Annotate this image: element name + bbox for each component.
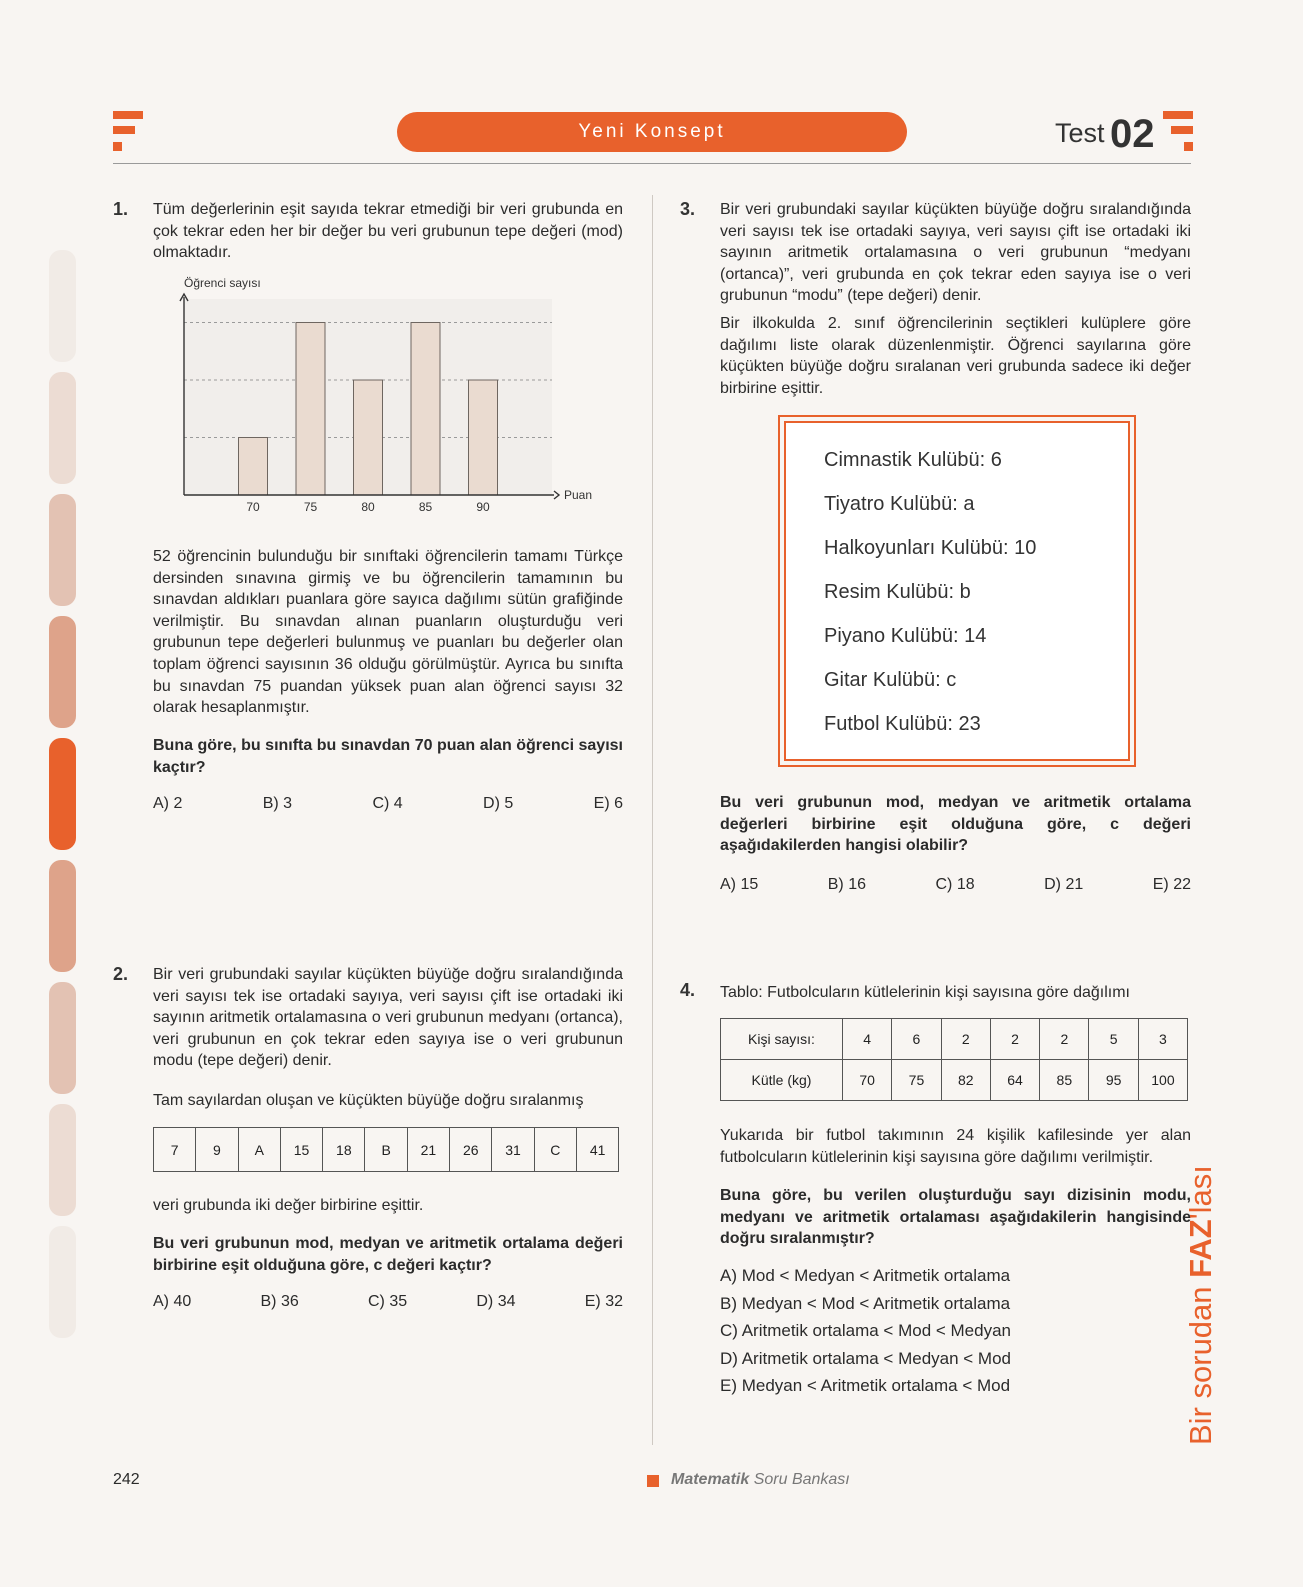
option-a[interactable]: A) Mod < Medyan < Aritmetik ortalama xyxy=(720,1266,1011,1285)
table-cell: 100 xyxy=(1138,1060,1187,1101)
choice-c[interactable]: C) 35 xyxy=(368,1293,408,1310)
choice-d[interactable]: D) 5 xyxy=(483,795,514,812)
choice-e[interactable]: E) 6 xyxy=(593,795,623,812)
choice-a[interactable]: A) 40 xyxy=(153,1293,192,1310)
q2-intro: Bir veri grubundaki sayılar küçükten büyüğe doğru sıralandığında veri sayısı tek ise ortadaki sayıya, veri sayısı çift ise ortadaki iki sayının aritmetik ortalamasına o veri grubunun medyanı (ortanca), veri grubunun en çok tekrar eden sayıya ise o veri grubunun modu (tepe değeri) denir. xyxy=(153,966,623,1070)
table-cell: 3 xyxy=(1138,1019,1187,1060)
table-cell: 2 xyxy=(1040,1019,1089,1060)
side-tab-active xyxy=(49,738,76,850)
q2-question: Bu veri grubunun mod, medyan ve aritmetik ortalama değeri birbirine eşit olduğuna göre, c değeri kaçtır? xyxy=(153,1235,623,1274)
q1-body: 52 öğrencinin bulunduğu bir sınıftaki öğrencilerin tamamı Türkçe dersinden sınavına girmiş ve bu öğrencilerin tamamının bu sınavdan aldıkları puanlara göre sayıca dağılımı sütün grafiğinde verilmiştir. Bu sınavdan alınan puanların oluşturduğu veri grubunun tepe değerleri bulunmuş ve puanları bu değerler olan toplam öğrenci sayısının 36 olduğu görülmüştür. Ayrıca bu sınıfta bu sınavdan 75 puandan yüksek puan alan öğrenci sayısı 32 olarak hesaplanmıştır. xyxy=(153,548,623,717)
side-tab xyxy=(49,250,76,362)
footer-square-icon xyxy=(647,1475,659,1487)
q1-bar-chart xyxy=(150,275,620,525)
sequence-cell: 21 xyxy=(407,1128,449,1172)
choice-b[interactable]: B) 36 xyxy=(260,1293,299,1310)
q1-choices xyxy=(153,795,623,813)
x-tick-label: 85 xyxy=(418,500,433,514)
y-axis-label: Öğrenci sayısı xyxy=(184,276,261,290)
sequence-cell: 31 xyxy=(492,1128,534,1172)
row-header: Kişi sayısı: xyxy=(721,1019,843,1060)
side-tab xyxy=(49,1104,76,1216)
side-tab xyxy=(49,616,76,728)
club-item: Gitar Kulübü: c xyxy=(824,669,957,691)
option-e[interactable]: E) Medyan < Aritmetik ortalama < Mod xyxy=(720,1376,1011,1395)
q4-options xyxy=(720,1262,1191,1400)
x-tick-label: 75 xyxy=(303,500,318,514)
side-tab xyxy=(49,372,76,484)
side-slogan: Bir sorudan FAZ'lası xyxy=(1183,1165,1218,1445)
book-title: Matematik Soru Bankası xyxy=(671,1471,850,1488)
x-axis-label: Puan xyxy=(564,488,593,502)
chart-bar xyxy=(296,323,325,496)
club-item: Tiyatro Kulübü: a xyxy=(824,493,975,515)
x-axis-arrow xyxy=(554,491,559,499)
chart-bar xyxy=(354,380,383,495)
choice-e[interactable]: E) 32 xyxy=(584,1293,623,1310)
side-tab xyxy=(49,494,76,606)
q4-mass-table xyxy=(720,1018,1188,1101)
q3-question: Bu veri grubunun mod, medyan ve aritmetik ortalama değerleri birbirine eşit olduğuna göre, c değeri aşağıdakilerden hangisi olabilir? xyxy=(720,794,1191,855)
sequence-cell: 18 xyxy=(323,1128,365,1172)
question-number: 2. xyxy=(113,964,129,984)
table-cell: 6 xyxy=(892,1019,941,1060)
publisher-logo-right xyxy=(1163,111,1193,153)
section-title-pill: Yeni Konsept xyxy=(397,112,907,152)
column-divider xyxy=(652,195,653,1445)
choice-a[interactable]: A) 15 xyxy=(720,876,759,893)
x-tick-label: 80 xyxy=(361,500,375,514)
side-tab xyxy=(49,1226,76,1338)
sequence-cell: 9 xyxy=(196,1128,238,1172)
side-tab xyxy=(49,982,76,1094)
question-number: 4. xyxy=(680,980,696,1000)
test-label: Test xyxy=(1055,118,1105,148)
club-item: Resim Kulübü: b xyxy=(824,581,971,603)
sequence-cell: 15 xyxy=(280,1128,322,1172)
q4-caption: Tablo: Futbolcuların kütlelerinin kişi sayısına göre dağılımı xyxy=(720,984,1130,1001)
test-number: 02 xyxy=(1110,112,1155,156)
club-item: Cimnastik Kulübü: 6 xyxy=(824,449,1002,471)
x-tick-label: 70 xyxy=(246,500,260,514)
table-cell: 64 xyxy=(990,1060,1039,1101)
q1-intro: Tüm değerlerinin eşit sayıda tekrar etmediği bir veri grubunda en çok tekrar eden her bir değer bu veri grubunun tepe değeri (mod) olmaktadır. xyxy=(153,201,623,262)
side-tab xyxy=(49,860,76,972)
sequence-cell: 7 xyxy=(154,1128,196,1172)
club-item: Piyano Kulübü: 14 xyxy=(824,625,987,647)
sequence-cell: 26 xyxy=(450,1128,492,1172)
club-list xyxy=(784,421,1130,761)
sequence-cell: 41 xyxy=(576,1128,618,1172)
choice-c[interactable]: C) 4 xyxy=(372,795,403,812)
choice-d[interactable]: D) 21 xyxy=(1044,876,1084,893)
chart-bar xyxy=(239,438,268,496)
q3-intro: Bir veri grubundaki sayılar küçükten büyüğe doğru sıralandığında veri sayısı tek ise ortadaki sayıya, veri sayısı çift ise ortadaki iki sayının aritmetik ortalamasına o veri grubunun “medyanı (ortanca)”, veri grubunda en çok tekrar eden sayıya ise o veri grubunun “modu” (tepe değeri) denir. xyxy=(720,201,1191,305)
table-cell: 2 xyxy=(990,1019,1039,1060)
question-number: 1. xyxy=(113,199,129,219)
question-number: 3. xyxy=(680,199,696,219)
table-cell: 70 xyxy=(843,1060,892,1101)
option-d[interactable]: D) Aritmetik ortalama < Medyan < Mod xyxy=(720,1348,1012,1368)
choice-b[interactable]: B) 3 xyxy=(262,795,293,812)
q3-choices xyxy=(720,876,1191,894)
table-cell: 85 xyxy=(1040,1060,1089,1101)
choice-e[interactable]: E) 22 xyxy=(1152,876,1191,893)
q4-question: Buna göre, bu verilen oluşturduğu sayı dizisinin modu, medyanı ve aritmetik ortalaması aşağıdakilerin hangisinde doğru sıralanmıştır? xyxy=(720,1187,1191,1248)
header-rule xyxy=(113,163,1191,164)
sequence-cell: B xyxy=(365,1128,407,1172)
choice-a[interactable]: A) 2 xyxy=(153,795,183,812)
q2-sequence-table xyxy=(153,1127,619,1172)
x-tick-label: 90 xyxy=(476,500,490,514)
chart-bar xyxy=(469,380,498,495)
table-cell: 2 xyxy=(941,1019,990,1060)
sequence-cell: C xyxy=(534,1128,576,1172)
table-cell: 82 xyxy=(941,1060,990,1101)
publisher-logo xyxy=(113,111,143,153)
club-item: Futbol Kulübü: 23 xyxy=(824,713,981,735)
option-b[interactable]: B) Medyan < Mod < Aritmetik ortalama xyxy=(720,1293,1011,1313)
table-cell: 75 xyxy=(892,1060,941,1101)
choice-d[interactable]: D) 34 xyxy=(476,1293,516,1310)
row-header: Kütle (kg) xyxy=(721,1060,843,1101)
club-list-box xyxy=(778,415,1136,767)
choice-c[interactable]: C) 18 xyxy=(935,876,975,893)
option-c[interactable]: C) Aritmetik ortalama < Mod < Medyan xyxy=(720,1321,1012,1340)
q3-body: Bir ilkokulda 2. sınıf öğrencilerinin seçtikleri kulüplere göre dağılımı liste olarak düzenlenmiştir. Öğrenci sayılarına göre küçükten büyüğe doğru sıralanan veri grubunda sadece iki değer birbirine eşittir. xyxy=(720,315,1191,397)
chart-bar xyxy=(411,323,440,496)
sequence-cell: A xyxy=(238,1128,280,1172)
q4-body: Yukarıda bir futbol takımının 24 kişilik kafilesinde yer alan futbolcuların kütlelerinin kişi sayısına göre dağılımı verilmiştir. xyxy=(720,1127,1191,1166)
page-number: 242 xyxy=(113,1471,140,1488)
q1-question: Buna göre, bu sınıfta bu sınavdan 70 puan alan öğrenci sayısı kaçtır? xyxy=(153,737,623,776)
choice-b[interactable]: B) 16 xyxy=(827,876,866,893)
club-item: Halkoyunları Kulübü: 10 xyxy=(824,537,1037,559)
q2-lead: Tam sayılardan oluşan ve küçükten büyüğe doğru sıralanmış xyxy=(153,1092,584,1109)
table-cell: 4 xyxy=(843,1019,892,1060)
table-cell: 5 xyxy=(1089,1019,1138,1060)
q2-choices xyxy=(153,1293,623,1311)
q2-after: veri grubunda iki değer birbirine eşittir. xyxy=(153,1197,424,1214)
table-cell: 95 xyxy=(1089,1060,1138,1101)
